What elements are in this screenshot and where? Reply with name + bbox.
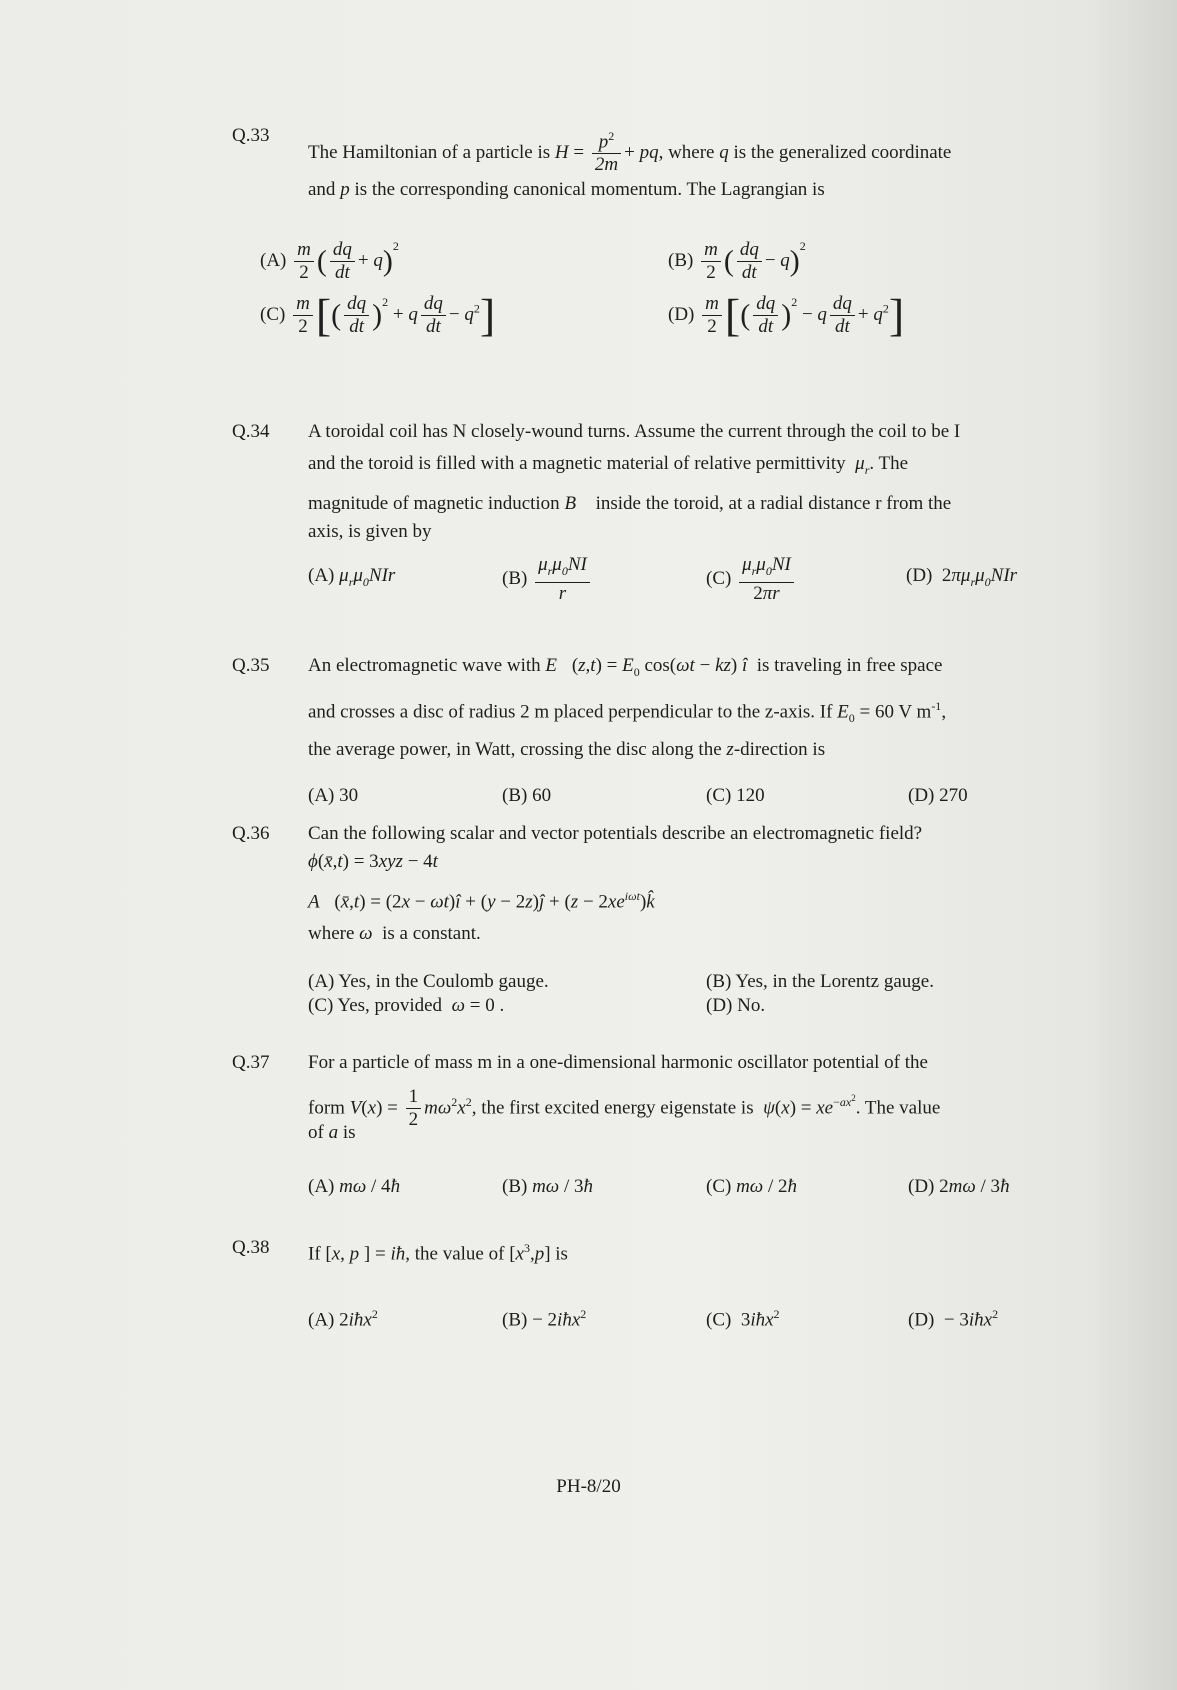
question-34 <box>232 418 1092 636</box>
option-d: (D) 270 <box>908 784 968 806</box>
options <box>308 1147 1092 1217</box>
option-d: (D) − 3iħx$^2$ <box>908 1307 999 1331</box>
question-35 <box>232 652 1092 820</box>
option-b: (B) $\frac{\mu_r\mu_0NI}{r}$ <box>502 554 593 605</box>
question-stem: An electromagnetic wave with E⃗(z,t) = $E_0$ cos(ωt − kz) î is traveling in free space and crosses a disc of radius 2 m placed perpendicular to the z-axis. If $E_0 = 60$ V $m^{-1}$, the average power, in Watt, crossing the disc along the z-direction is <box>308 655 947 760</box>
option-b: (B) Yes, in the Lorentz gauge. <box>706 971 934 993</box>
option-a: (A) $\frac{m}{2}$ ( $\frac{dq}{dt}$ + q)$^2$ <box>260 239 399 284</box>
option-d: (D) No. <box>706 995 766 1017</box>
question-number: Q.33 <box>232 125 270 146</box>
option-b: (B) mω / 3ħ <box>502 1176 593 1197</box>
options <box>308 546 1092 636</box>
question-stem: For a particle of mass m in a one-dimensional harmonic oscillator potential of the form V(x) = $\frac{1}{2}$ $m\omega^2x^2$, the first excited energy eigenstate is $\psi(x) = xe^{-ax^2}$. The value of a is <box>308 1052 941 1143</box>
question-33 <box>232 122 1092 364</box>
option-a: (A) Yes, in the Coulomb gauge. <box>308 971 549 993</box>
option-d: (D) 2mω / 3ħ <box>908 1176 1010 1197</box>
option-c: (C) $\frac{m}{2}$ [( $\frac{dq}{dt}$ )$^2$ + q $\frac{dq}{dt}$ − $q^2$] <box>260 289 496 341</box>
option-c: (C) 3iħx$^2$ <box>706 1307 780 1331</box>
option-d: (D) $\frac{m}{2}$ [( $\frac{dq}{dt}$ )$^2$ − q $\frac{dq}{dt}$ + $q^2$] <box>668 289 905 341</box>
question-stem: Can the following scalar and vector potentials describe an electromagnetic field? ϕ(x̄,t) = 3xyz − 4t A⃗(x̄,t) = (2x − ωt)î + (y − 2z)ĵ + $(z - 2xe^{i\omega t})k̂$ where ω is a constant. <box>308 823 923 945</box>
option-a: (A) $\mu_r\mu_0NIr$ <box>308 564 396 589</box>
question-number: Q.35 <box>232 655 270 676</box>
option-b: (B) 60 <box>502 784 552 806</box>
question-stem: The Hamiltonian of a particle is H = $\frac{p^2}{2m}$ + pq, where q is the generalized coordinate and p is the corresponding canonical momentum. The Lagrangian is <box>308 122 1092 204</box>
question-number: Q.36 <box>232 823 270 844</box>
options <box>308 1268 1092 1331</box>
option-d: (D) $2\pi\mu_r\mu_0NIr$ <box>906 564 1018 589</box>
question-36 <box>232 820 1092 1022</box>
options <box>260 204 1092 364</box>
options <box>308 948 1092 1022</box>
page-number: PH-8/20 <box>556 1476 621 1497</box>
question-stem: A toroidal coil has N closely-wound turns. Assume the current through the coil to be I and the toroid is filled with a magnetic material of relative permittivity $\mu_r$. The magnitude of magnetic induction B⃗ inside the toroid, at a radial distance r from the axis, is given by <box>308 421 961 542</box>
option-c: (C) $\frac{\mu_r\mu_0NI}{2\pi r}$ <box>706 554 797 605</box>
question-number: Q.38 <box>232 1237 270 1258</box>
option-c: (C) Yes, provided ω = 0 . <box>308 995 505 1017</box>
question-37 <box>232 1049 1092 1217</box>
option-a: (A) 2iħx$^2$ <box>308 1307 378 1331</box>
option-b: (B) − 2iħx$^2$ <box>502 1307 587 1331</box>
option-c: (C) 120 <box>706 784 765 806</box>
options <box>308 764 1092 820</box>
option-c: (C) mω / 2ħ <box>706 1176 797 1197</box>
question-stem: If [x, p ] = iħ, the value of $[x^3,p]$ is <box>308 1241 568 1265</box>
question-number: Q.34 <box>232 421 270 442</box>
option-a: (A) mω / 4ħ <box>308 1176 401 1197</box>
question-number: Q.37 <box>232 1052 270 1073</box>
option-b: (B) $\frac{m}{2}$ ( $\frac{dq}{dt}$ − q)$^2$ <box>668 239 806 284</box>
question-38 <box>232 1234 1092 1331</box>
option-a: (A) 30 <box>308 784 359 806</box>
